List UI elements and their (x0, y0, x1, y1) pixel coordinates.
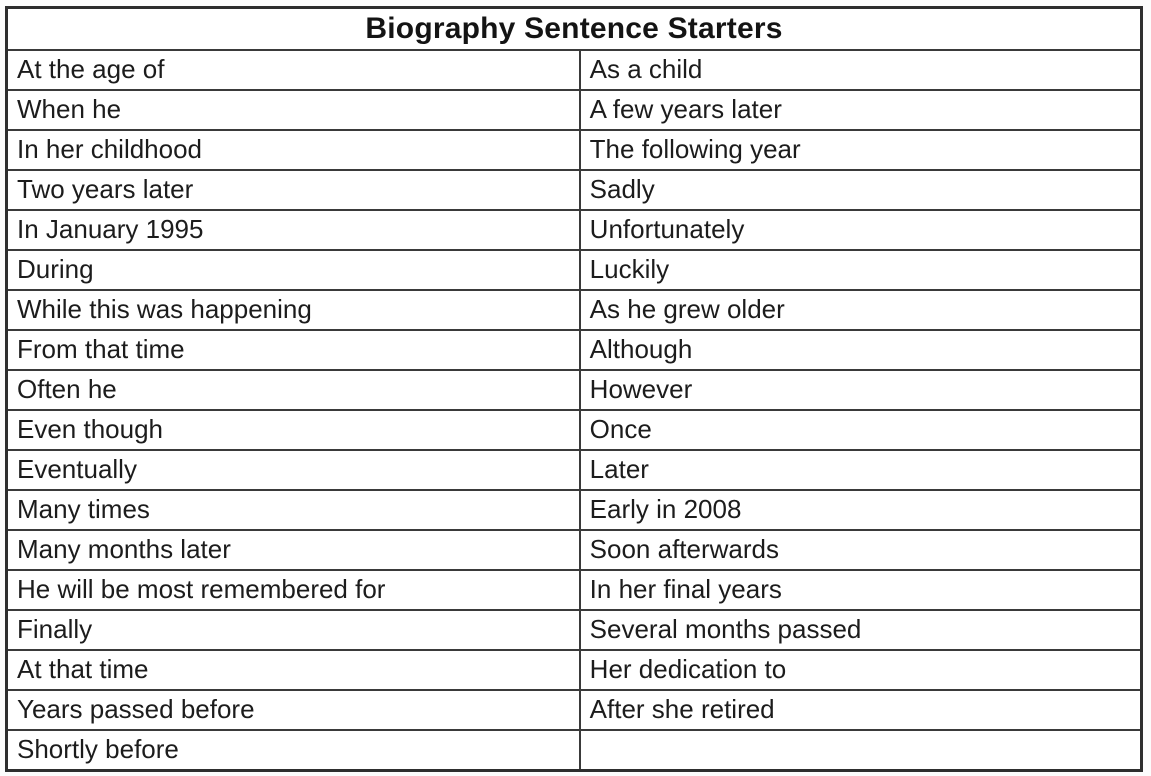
starter-cell-right (580, 730, 1142, 771)
starter-cell-left: Finally (7, 610, 580, 650)
starter-cell-right: The following year (580, 130, 1142, 170)
starter-cell-right: Luckily (580, 250, 1142, 290)
starter-cell-right: However (580, 370, 1142, 410)
starter-cell-right: Several months passed (580, 610, 1142, 650)
table-row (7, 450, 1142, 490)
starter-cell-left: When he (7, 90, 580, 130)
table-row (7, 290, 1142, 330)
table-row (7, 250, 1142, 290)
starter-cell-right: A few years later (580, 90, 1142, 130)
starter-cell-right: Her dedication to (580, 650, 1142, 690)
table-row (7, 650, 1142, 690)
starter-cell-right: Although (580, 330, 1142, 370)
table-title: Biography Sentence Starters (7, 8, 1142, 51)
starter-cell-left: Eventually (7, 450, 580, 490)
table-row (7, 50, 1142, 90)
table-body (7, 50, 1142, 771)
table-row (7, 610, 1142, 650)
starter-cell-left: At the age of (7, 50, 580, 90)
starter-cell-right: As a child (580, 50, 1142, 90)
table-row (7, 690, 1142, 730)
table-row (7, 530, 1142, 570)
starter-cell-left: During (7, 250, 580, 290)
starter-cell-right: After she retired (580, 690, 1142, 730)
starter-cell-right: Unfortunately (580, 210, 1142, 250)
starter-cell-left: He will be most remembered for (7, 570, 580, 610)
starter-cell-left: Often he (7, 370, 580, 410)
starter-cell-right: Later (580, 450, 1142, 490)
table-row (7, 330, 1142, 370)
starter-cell-left: Many months later (7, 530, 580, 570)
starter-cell-left: Two years later (7, 170, 580, 210)
table-row (7, 570, 1142, 610)
starter-cell-left: In January 1995 (7, 210, 580, 250)
starter-cell-left: At that time (7, 650, 580, 690)
starter-cell-left: Even though (7, 410, 580, 450)
starter-cell-left: Years passed before (7, 690, 580, 730)
table-row (7, 370, 1142, 410)
starter-cell-right: Once (580, 410, 1142, 450)
starter-cell-right: Sadly (580, 170, 1142, 210)
starter-cell-right: As he grew older (580, 290, 1142, 330)
table-row (7, 410, 1142, 450)
sentence-starters-table (5, 6, 1143, 772)
starter-cell-left: While this was happening (7, 290, 580, 330)
table-row (7, 130, 1142, 170)
starter-cell-right: Early in 2008 (580, 490, 1142, 530)
starter-cell-left: From that time (7, 330, 580, 370)
starter-cell-left: In her childhood (7, 130, 580, 170)
starter-cell-right: In her final years (580, 570, 1142, 610)
table-row (7, 730, 1142, 771)
table-title-row (7, 8, 1142, 51)
table-row (7, 490, 1142, 530)
starter-cell-left: Shortly before (7, 730, 580, 771)
starter-cell-right: Soon afterwards (580, 530, 1142, 570)
starter-cell-left: Many times (7, 490, 580, 530)
table-row (7, 170, 1142, 210)
table-row (7, 90, 1142, 130)
table-row (7, 210, 1142, 250)
